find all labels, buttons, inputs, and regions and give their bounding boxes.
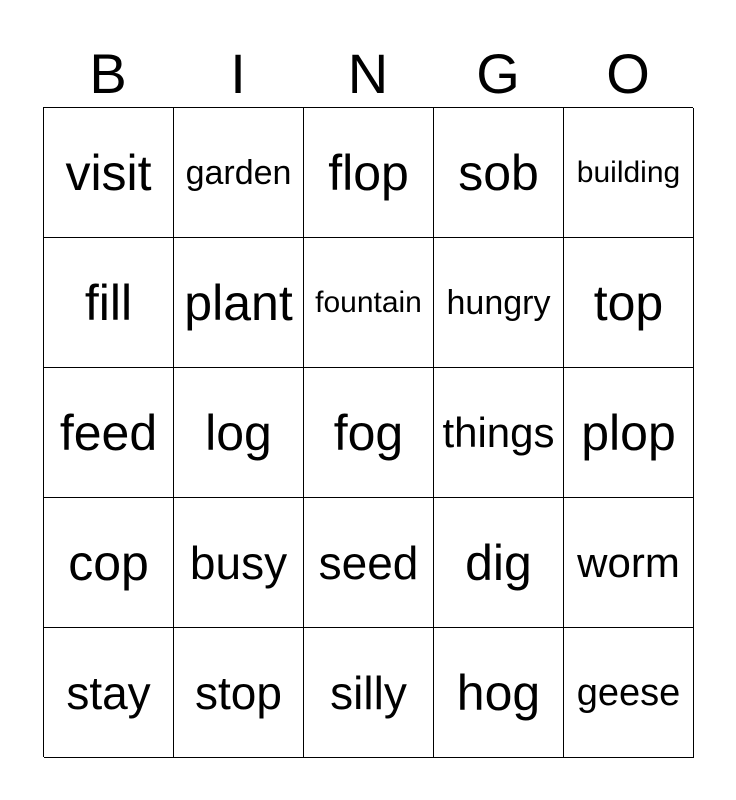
bingo-cell[interactable]: geese	[564, 628, 694, 758]
bingo-cell[interactable]: plop	[564, 368, 694, 498]
bingo-cell[interactable]: plant	[174, 238, 304, 368]
header-letter-b: B	[89, 42, 127, 105]
bingo-cell[interactable]: fill	[44, 238, 174, 368]
bingo-cell[interactable]: building	[564, 108, 694, 238]
bingo-cell[interactable]: cop	[44, 498, 174, 628]
bingo-cell[interactable]: stay	[44, 628, 174, 758]
bingo-cell[interactable]: things	[434, 368, 564, 498]
bingo-cell[interactable]: garden	[174, 108, 304, 238]
bingo-cell[interactable]: visit	[44, 108, 174, 238]
bingo-cell[interactable]: sob	[434, 108, 564, 238]
bingo-cell[interactable]: log	[174, 368, 304, 498]
bingo-cell[interactable]: flop	[304, 108, 434, 238]
bingo-cell[interactable]: busy	[174, 498, 304, 628]
bingo-cell[interactable]: silly	[304, 628, 434, 758]
bingo-cell[interactable]: fountain	[304, 238, 434, 368]
bingo-header	[43, 40, 693, 108]
bingo-cell[interactable]: fog	[304, 368, 434, 498]
bingo-cell[interactable]: hungry	[434, 238, 564, 368]
bingo-cell[interactable]: top	[564, 238, 694, 368]
header-letter-n: N	[347, 42, 389, 105]
bingo-cell[interactable]: feed	[44, 368, 174, 498]
bingo-cell[interactable]: hog	[434, 628, 564, 758]
header-letter-i: I	[230, 42, 246, 105]
bingo-cell[interactable]: worm	[564, 498, 694, 628]
bingo-cell[interactable]: stop	[174, 628, 304, 758]
bingo-cell[interactable]: dig	[434, 498, 564, 628]
header-letter-o: O	[606, 42, 650, 105]
bingo-board	[43, 107, 693, 757]
bingo-cell[interactable]: seed	[304, 498, 434, 628]
header-letter-g: G	[476, 42, 520, 105]
